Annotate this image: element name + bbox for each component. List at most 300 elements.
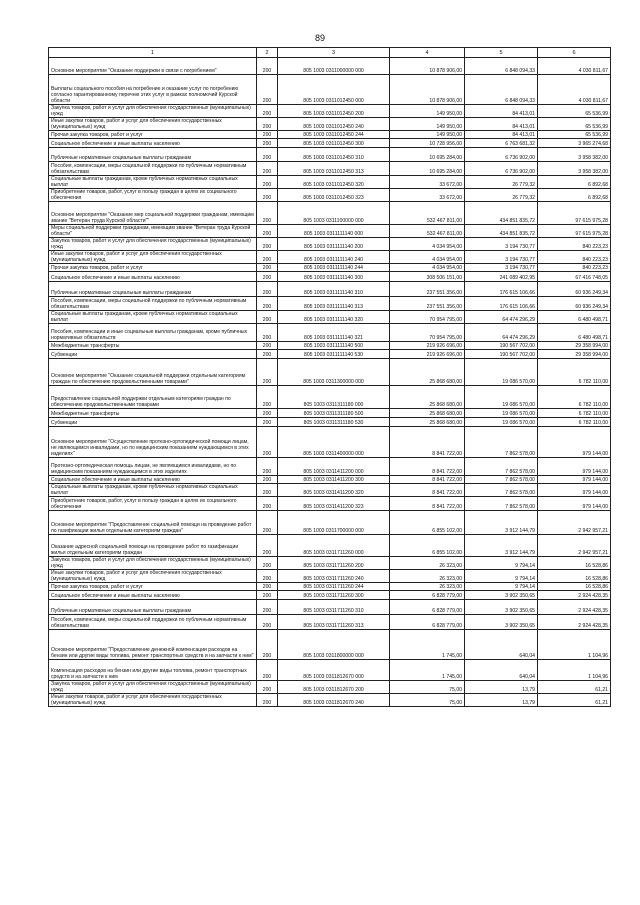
table-row [49,264,611,272]
row-value-5-cell: 241 089 402,95 [465,272,538,282]
row-value-5-cell: 6 736 902,00 [465,148,538,162]
row-value-6-cell: 65 536,99 [538,131,611,139]
table-row [49,557,611,570]
row-column-2-cell: 200 [257,694,278,707]
row-code-cell: 805 1003 0311111140 500 [278,342,390,350]
table-row [49,272,611,282]
row-code-cell: 805 1003 0311812670 000 [278,660,390,681]
row-value-5-cell: 7 862 578,00 [465,427,538,458]
row-value-4-cell: 10 695 284,00 [390,148,465,162]
row-column-2-cell: 200 [257,118,278,131]
row-name-cell: Пособия, компенсации, меры социальной поддержки по публичным нормативным обязательствам [49,297,257,311]
row-value-4-cell: 219 926 696,00 [390,342,465,350]
row-code-cell: 805 1003 0311311180 530 [278,418,390,427]
row-code-cell: 805 1003 0311012450 310 [278,148,390,162]
table-header-row [49,48,611,58]
row-column-2-cell: 200 [257,458,278,476]
row-value-5-cell: 640,04 [465,660,538,681]
row-name-cell: Основное мероприятие "Предоставление социальной помощи на проведение работ по газификации жилья отдельным категориям граждан" [49,511,257,535]
row-value-5-cell: 9 794,14 [465,583,538,591]
row-value-6-cell: 60 936 249,34 [538,282,611,297]
row-value-4-cell: 532 467 811,00 [390,225,465,238]
table-row [49,342,611,350]
row-column-2-cell: 200 [257,131,278,139]
table-row [49,75,611,105]
row-value-4-cell: 149 950,00 [390,105,465,118]
table-row [49,311,611,324]
row-code-cell: 805 1003 0311311180 500 [278,409,390,418]
row-value-5-cell: 190 567 702,00 [465,350,538,359]
row-value-4-cell: 6 828 779,00 [390,600,465,615]
row-name-cell: Меры социальной поддержки гражданам, имеющим звание "Ветеран труда Курской области" [49,225,257,238]
row-value-5-cell: 6 848 094,33 [465,75,538,105]
row-column-2-cell: 200 [257,497,278,511]
row-value-5-cell: 3 194 730,77 [465,238,538,251]
row-name-cell: Прочая закупка товаров, работ и услуг [49,131,257,139]
row-name-cell: Публичные нормативные социальные выплаты гражданам [49,282,257,297]
row-value-6-cell: 2 942 957,21 [538,535,611,557]
row-value-6-cell: 6 480 498,71 [538,311,611,324]
row-code-cell: 805 1003 0311111140 000 [278,225,390,238]
row-code-cell: 805 1003 0311012450 240 [278,118,390,131]
row-column-2-cell: 200 [257,660,278,681]
row-value-4-cell: 149 950,00 [390,131,465,139]
row-name-cell: Закупка товаров, работ и услуг для обеспечения государственных (муниципальных) нужд [49,238,257,251]
row-value-5-cell: 64 474 296,29 [465,311,538,324]
row-value-6-cell: 3 958 382,00 [538,148,611,162]
column-header-4: 4 [390,48,465,58]
row-code-cell: 805 1003 0311300000 000 [278,359,390,386]
row-value-5-cell: 3 912 144,79 [465,511,538,535]
row-column-2-cell: 200 [257,484,278,497]
row-name-cell: Иные закупки товаров, работ и услуг для обеспечения государственных (муниципальных) нужд [49,694,257,707]
row-name-cell: Прочая закупка товаров, работ и услуг [49,583,257,591]
table-row [49,359,611,386]
row-name-cell: Субвенции [49,350,257,359]
row-code-cell: 805 1003 0311800000 000 [278,630,390,660]
row-column-2-cell: 200 [257,511,278,535]
row-name-cell: Социальное обеспечение и иные выплаты населению [49,476,257,484]
row-value-5-cell: 3 902 350,65 [465,600,538,615]
row-value-6-cell: 16 528,86 [538,557,611,570]
row-value-4-cell: 4 034 954,00 [390,251,465,264]
row-value-6-cell: 6 782 110,00 [538,359,611,386]
row-code-cell: 805 1003 0311711260 240 [278,570,390,583]
row-value-4-cell: 10 695 284,00 [390,162,465,176]
row-name-cell: Основное мероприятие "Осуществление протезно-ортопедической помощи лицам, не являющимся инвалидами, но по медицинским показаниям нуждающимся в этих изделиях" [49,427,257,458]
row-code-cell: 805 1003 0311111140 300 [278,272,390,282]
row-value-5-cell: 6 736 902,00 [465,162,538,176]
row-value-6-cell: 2 924 428,35 [538,591,611,600]
row-value-4-cell: 1 745,00 [390,630,465,660]
row-column-2-cell: 200 [257,264,278,272]
row-code-cell: 805 1003 0311012450 300 [278,139,390,148]
row-value-5-cell: 9 794,14 [465,557,538,570]
row-value-4-cell: 75,00 [390,694,465,707]
row-column-2-cell: 200 [257,476,278,484]
row-value-5-cell: 7 862 578,00 [465,484,538,497]
row-column-2-cell: 200 [257,225,278,238]
row-name-cell: Социальные выплаты гражданам, кроме публичных нормативных социальных выплат [49,484,257,497]
row-column-2-cell: 200 [257,418,278,427]
row-code-cell: 805 1003 0311411200 323 [278,497,390,511]
table-row [49,58,611,75]
row-value-4-cell: 70 954 795,00 [390,324,465,342]
table-row [49,476,611,484]
row-value-6-cell: 61,21 [538,681,611,694]
row-name-cell: Основное мероприятие "Оказание социальной поддержки отдельным категориям граждан по обеспечению продовольственными товарами" [49,359,257,386]
row-value-5-cell: 9 794,14 [465,570,538,583]
row-column-2-cell: 200 [257,583,278,591]
table-row [49,615,611,630]
row-name-cell: Компенсация расходов на бензин или другие виды топлива, ремонт транспортных средств и на запчасти к ним [49,660,257,681]
row-name-cell: Публичные нормативные социальные выплаты гражданам [49,148,257,162]
row-code-cell: 805 1003 0311111140 240 [278,251,390,264]
column-header-1: 1 [49,48,257,58]
row-name-cell: Приобретение товаров, работ, услуг в пользу граждан в целях их социального обеспечения [49,189,257,202]
table-row [49,583,611,591]
table-row [49,497,611,511]
table-row [49,139,611,148]
row-name-cell: Протезно-ортопедическая помощь лицам, не являющимся инвалидами, но по медицинским показаниям нуждающимся в этих изделиях [49,458,257,476]
row-column-2-cell: 200 [257,350,278,359]
row-code-cell: 805 1003 0311111140 321 [278,324,390,342]
row-column-2-cell: 200 [257,148,278,162]
row-code-cell: 805 1003 0311012450 000 [278,75,390,105]
table-row [49,297,611,311]
row-code-cell: 805 1003 0311111140 313 [278,297,390,311]
row-code-cell: 805 1003 0311000000 000 [278,58,390,75]
row-code-cell: 805 1003 0311700000 000 [278,511,390,535]
row-value-6-cell: 4 030 811,67 [538,75,611,105]
page-number: 89 [314,33,325,43]
table-row [49,105,611,118]
row-value-4-cell: 237 551 356,00 [390,297,465,311]
row-value-4-cell: 26 323,00 [390,583,465,591]
row-value-6-cell: 979 144,00 [538,427,611,458]
row-code-cell: 805 1003 0311711260 244 [278,583,390,591]
row-column-2-cell: 200 [257,324,278,342]
row-name-cell: Иные закупки товаров, работ и услуг для обеспечения государственных (муниципальных) нужд [49,251,257,264]
row-value-4-cell: 4 034 954,00 [390,238,465,251]
table-row [49,282,611,297]
row-column-2-cell: 200 [257,359,278,386]
row-value-6-cell: 6 480 498,71 [538,324,611,342]
row-name-cell: Закупка товаров, работ и услуг для обеспечения государственных (муниципальных) нужд [49,105,257,118]
row-column-2-cell: 200 [257,535,278,557]
table-row [49,681,611,694]
row-value-6-cell: 65 536,99 [538,118,611,131]
row-column-2-cell: 200 [257,251,278,264]
row-name-cell: Основное мероприятие "Оказание мер социальной поддержки гражданам, имеющим звание "Ветеран труда Курской области"" [49,202,257,225]
row-column-2-cell: 200 [257,58,278,75]
row-column-2-cell: 200 [257,162,278,176]
row-value-6-cell: 6 782 110,00 [538,418,611,427]
row-value-6-cell: 67 416 748,05 [538,272,611,282]
table-row [49,427,611,458]
row-code-cell: 805 1003 0311111140 310 [278,282,390,297]
row-name-cell: Прочая закупка товаров, работ и услуг [49,264,257,272]
row-value-5-cell: 434 851 835,72 [465,202,538,225]
row-column-2-cell: 200 [257,139,278,148]
row-value-6-cell: 6 782 110,00 [538,386,611,409]
table-row [49,148,611,162]
row-value-4-cell: 25 868 680,00 [390,386,465,409]
row-column-2-cell: 200 [257,591,278,600]
row-code-cell: 805 1003 0311812670 240 [278,694,390,707]
row-value-5-cell: 7 862 578,00 [465,458,538,476]
row-code-cell: 805 1003 0311100000 000 [278,202,390,225]
row-code-cell: 805 1003 0311711260 313 [278,615,390,630]
row-value-4-cell: 6 855 102,00 [390,511,465,535]
budget-table [48,47,611,707]
row-value-6-cell: 2 924 428,35 [538,600,611,615]
row-value-5-cell: 7 862 578,00 [465,476,538,484]
row-code-cell: 805 1003 0311111140 530 [278,350,390,359]
table-row [49,251,611,264]
row-value-5-cell: 84 413,01 [465,118,538,131]
table-row [49,225,611,238]
row-value-5-cell: 176 615 106,66 [465,282,538,297]
row-value-5-cell: 19 086 570,00 [465,409,538,418]
row-name-cell: Пособия, компенсации и иные социальные выплаты гражданам, кроме публичных нормативных обязательств [49,324,257,342]
row-name-cell: Социальное обеспечение и иные выплаты населению [49,591,257,600]
row-column-2-cell: 200 [257,297,278,311]
table-row [49,535,611,557]
row-value-6-cell: 65 536,99 [538,105,611,118]
row-value-5-cell: 84 413,01 [465,105,538,118]
row-value-6-cell: 3 958 382,00 [538,162,611,176]
row-code-cell: 805 1003 0311012450 244 [278,131,390,139]
row-name-cell: Приобретение товаров, работ, услуг в пользу граждан в целях их социального обеспечения [49,497,257,511]
row-value-6-cell: 2 942 957,21 [538,511,611,535]
column-header-5: 5 [465,48,538,58]
row-code-cell: 805 1003 0311012450 313 [278,162,390,176]
row-column-2-cell: 200 [257,615,278,630]
row-column-2-cell: 200 [257,176,278,189]
row-value-6-cell: 97 615 975,28 [538,225,611,238]
row-name-cell: Социальное обеспечение и иные выплаты населению [49,272,257,282]
row-code-cell: 805 1003 0311411200 320 [278,484,390,497]
row-value-4-cell: 10 878 906,00 [390,75,465,105]
row-code-cell: 805 1003 0311411200 300 [278,476,390,484]
row-column-2-cell: 200 [257,681,278,694]
row-column-2-cell: 200 [257,189,278,202]
row-name-cell: Субвенции [49,418,257,427]
row-name-cell: Социальное обеспечение и иные выплаты населению [49,139,257,148]
row-code-cell: 805 1003 0311411200 000 [278,458,390,476]
row-name-cell: Основное мероприятие "Предоставление денежной компенсации расходов на бензин или другие виды топлива, ремонт транспортных средств и на запчасти к ним" [49,630,257,660]
table-row [49,600,611,615]
row-code-cell: 805 1003 0311812670 200 [278,681,390,694]
row-value-4-cell: 8 841 722,00 [390,484,465,497]
row-column-2-cell: 200 [257,105,278,118]
table-row [49,694,611,707]
row-value-6-cell: 60 936 249,34 [538,297,611,311]
table-row [49,176,611,189]
row-value-5-cell: 26 779,32 [465,189,538,202]
table-row [49,418,611,427]
row-name-cell: Межбюджетные трансферты [49,409,257,418]
column-header-3: 3 [278,48,390,58]
row-value-4-cell: 308 506 151,00 [390,272,465,282]
row-value-5-cell: 434 851 835,72 [465,225,538,238]
row-value-6-cell: 97 615 975,28 [538,202,611,225]
row-name-cell: Межбюджетные трансферты [49,342,257,350]
row-value-6-cell: 1 104,96 [538,660,611,681]
row-column-2-cell: 200 [257,282,278,297]
table-row [49,484,611,497]
row-code-cell: 805 1003 0311111140 244 [278,264,390,272]
row-value-4-cell: 33 672,00 [390,189,465,202]
row-value-4-cell: 10 878 906,00 [390,58,465,75]
row-value-6-cell: 4 030 811,67 [538,58,611,75]
row-value-4-cell: 26 323,00 [390,557,465,570]
row-value-4-cell: 8 841 722,00 [390,458,465,476]
table-row [49,238,611,251]
row-value-5-cell: 640,04 [465,630,538,660]
row-value-4-cell: 8 841 722,00 [390,427,465,458]
column-header-6: 6 [538,48,611,58]
table-row [49,386,611,409]
table-row [49,324,611,342]
table-row [49,118,611,131]
row-value-4-cell: 8 841 722,00 [390,476,465,484]
row-name-cell: Закупка товаров, работ и услуг для обеспечения государственных (муниципальных) нужд [49,557,257,570]
row-value-5-cell: 7 862 578,00 [465,497,538,511]
row-value-6-cell: 979 144,00 [538,484,611,497]
row-value-5-cell: 19 086 570,00 [465,386,538,409]
row-code-cell: 805 1003 0311012450 323 [278,189,390,202]
row-value-4-cell: 219 926 696,00 [390,350,465,359]
table-row [49,458,611,476]
row-column-2-cell: 200 [257,557,278,570]
row-code-cell: 805 1003 0311400000 000 [278,427,390,458]
row-value-5-cell: 19 086 570,00 [465,359,538,386]
row-value-6-cell: 6 892,68 [538,189,611,202]
budget-table-body [49,48,611,707]
row-column-2-cell: 200 [257,202,278,225]
row-code-cell: 805 1003 0311012450 320 [278,176,390,189]
row-value-4-cell: 25 868 680,00 [390,409,465,418]
table-row [49,409,611,418]
row-name-cell: Публичные нормативные социальные выплаты гражданам [49,600,257,615]
row-column-2-cell: 200 [257,427,278,458]
row-value-5-cell: 6 848 094,33 [465,58,538,75]
row-name-cell: Социальные выплаты гражданам, кроме публичных нормативных социальных выплат [49,311,257,324]
row-value-5-cell: 3 902 350,65 [465,591,538,600]
row-value-4-cell: 25 868 680,00 [390,418,465,427]
row-value-6-cell: 1 104,96 [538,630,611,660]
row-value-5-cell: 13,79 [465,681,538,694]
row-value-6-cell: 979 144,00 [538,497,611,511]
row-name-cell: Закупка товаров, работ и услуг для обеспечения государственных (муниципальных) нужд [49,681,257,694]
row-name-cell: Пособия, компенсации, меры социальной поддержки по публичным нормативным обязательствам [49,162,257,176]
row-value-4-cell: 8 841 722,00 [390,497,465,511]
row-value-6-cell: 6 892,68 [538,176,611,189]
column-header-2: 2 [257,48,278,58]
row-name-cell: Основное мероприятие "Оказание поддержки в связи с погребением" [49,58,257,75]
row-value-5-cell: 3 902 350,65 [465,615,538,630]
table-row [49,189,611,202]
row-code-cell: 805 1003 0311711260 310 [278,600,390,615]
row-name-cell: Пособия, компенсации, меры социальной поддержки по публичным нормативным обязательствам [49,615,257,630]
row-column-2-cell: 200 [257,238,278,251]
row-code-cell: 805 1003 0311711260 200 [278,557,390,570]
row-value-6-cell: 16 528,86 [538,570,611,583]
row-code-cell: 805 1003 0311012450 200 [278,105,390,118]
row-value-6-cell: 2 924 428,35 [538,615,611,630]
row-value-5-cell: 64 474 296,29 [465,324,538,342]
row-value-4-cell: 237 551 356,00 [390,282,465,297]
table-row [49,162,611,176]
table-row [49,350,611,359]
row-column-2-cell: 200 [257,409,278,418]
row-name-cell: Иные закупки товаров, работ и услуг для обеспечения государственных (муниципальных) нужд [49,570,257,583]
row-column-2-cell: 200 [257,272,278,282]
row-value-6-cell: 29 358 994,00 [538,342,611,350]
row-value-6-cell: 6 782 110,00 [538,409,611,418]
row-value-5-cell: 26 779,32 [465,176,538,189]
row-value-6-cell: 61,21 [538,694,611,707]
row-column-2-cell: 200 [257,75,278,105]
row-name-cell: Выплаты социального пособия на погребение и оказание услуг по погребению согласно гарантированному перечню этих услуг в рамках полномочий Курской области [49,75,257,105]
row-code-cell: 805 1003 0311311180 000 [278,386,390,409]
row-value-5-cell: 6 763 681,32 [465,139,538,148]
row-value-5-cell: 3 194 730,77 [465,264,538,272]
row-value-4-cell: 532 467 811,00 [390,202,465,225]
row-value-4-cell: 149 950,00 [390,118,465,131]
row-value-4-cell: 1 745,00 [390,660,465,681]
row-value-6-cell: 840 223,23 [538,251,611,264]
row-column-2-cell: 200 [257,630,278,660]
row-code-cell: 805 1003 0311111140 200 [278,238,390,251]
row-value-5-cell: 84 413,01 [465,131,538,139]
row-name-cell: Иные закупки товаров, работ и услуг для обеспечения государственных (муниципальных) нужд [49,118,257,131]
row-code-cell: 805 1003 0311711260 000 [278,535,390,557]
row-code-cell: 805 1003 0311711260 300 [278,591,390,600]
row-value-6-cell: 840 223,23 [538,264,611,272]
row-value-5-cell: 3 912 144,79 [465,535,538,557]
row-value-5-cell: 190 567 702,00 [465,342,538,350]
row-value-4-cell: 6 828 779,00 [390,615,465,630]
row-column-2-cell: 200 [257,570,278,583]
row-value-6-cell: 979 144,00 [538,476,611,484]
row-value-6-cell: 3 965 274,68 [538,139,611,148]
row-value-6-cell: 840 223,23 [538,238,611,251]
row-column-2-cell: 200 [257,386,278,409]
row-value-6-cell: 16 528,86 [538,583,611,591]
table-row [49,570,611,583]
row-value-4-cell: 6 828 779,00 [390,591,465,600]
row-value-4-cell: 10 728 956,00 [390,139,465,148]
row-value-5-cell: 13,79 [465,694,538,707]
table-row [49,131,611,139]
row-value-5-cell: 19 086 570,00 [465,418,538,427]
row-value-4-cell: 75,00 [390,681,465,694]
row-value-5-cell: 176 615 106,66 [465,297,538,311]
row-column-2-cell: 200 [257,600,278,615]
row-value-5-cell: 3 194 730,77 [465,251,538,264]
row-name-cell: Предоставление социальной поддержки отдельным категориям граждан по обеспечению продовольственными товарами [49,386,257,409]
row-value-4-cell: 70 954 795,00 [390,311,465,324]
row-value-4-cell: 25 868 680,00 [390,359,465,386]
row-value-4-cell: 33 672,00 [390,176,465,189]
row-value-4-cell: 4 034 954,00 [390,264,465,272]
table-row [49,630,611,660]
row-name-cell: Социальные выплаты гражданам, кроме публичных нормативных социальных выплат [49,176,257,189]
row-column-2-cell: 200 [257,311,278,324]
